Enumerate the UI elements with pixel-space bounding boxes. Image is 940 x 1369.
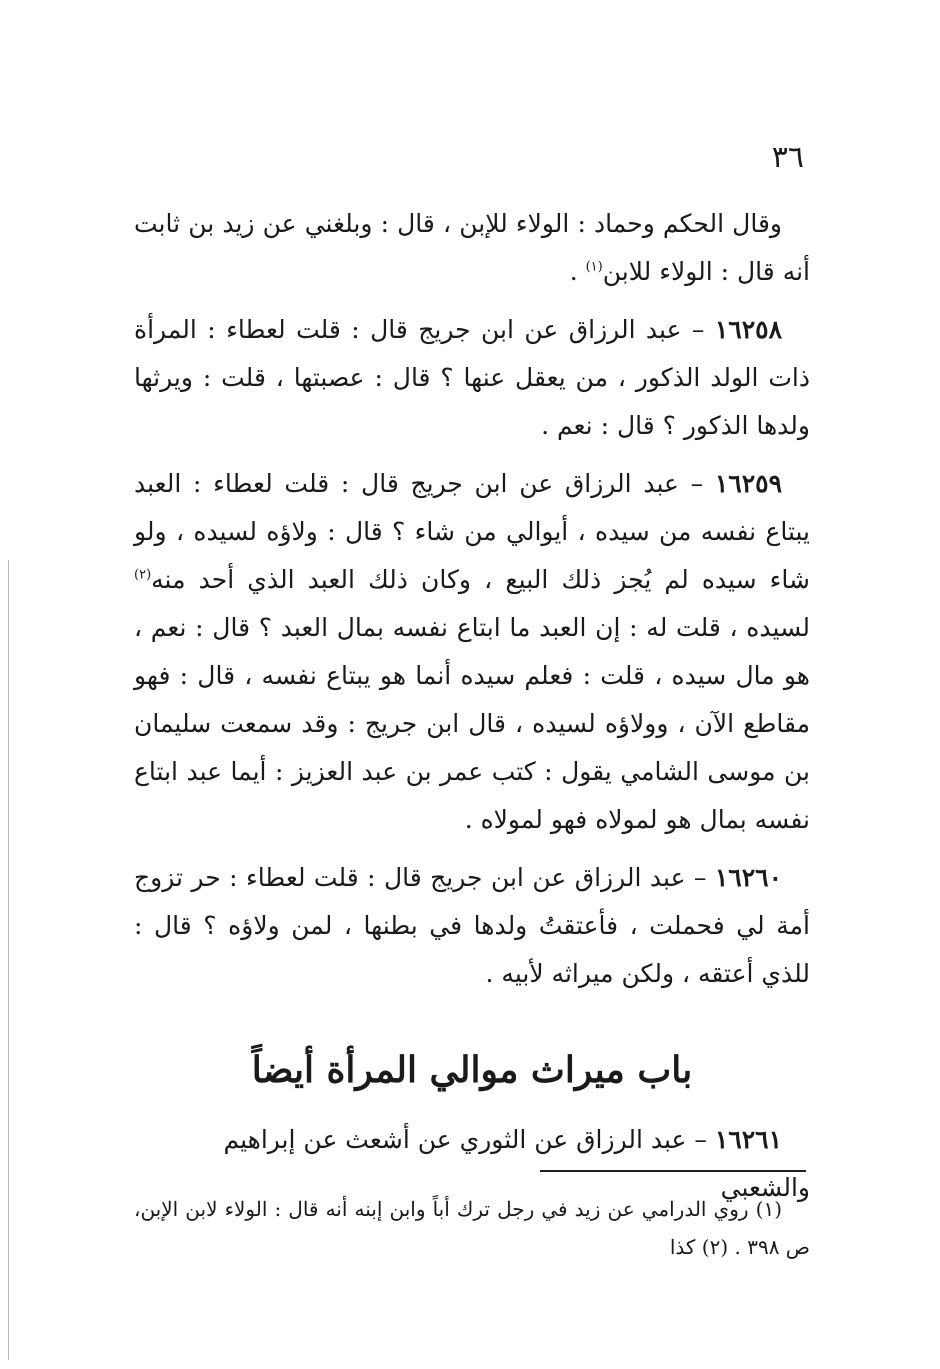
paragraph-text: – عبد الرزاق عن ابن جريج قال : قلت لعطاء : حر تزوج أمة لي فحملت ، فأعتقتُ ولدها في بطنها ، لمن ولاؤه ؟ قال : للذي أعتقه ، ولكن ميراثه لأبيه . (134, 863, 810, 988)
binding-edge-line (8, 560, 9, 1360)
hadith-number: ١٦٢٥٨ (714, 315, 782, 344)
paragraph-text: – عبد الرزاق عن ابن جريج قال : قلت لعطاء : المرأة ذات الولد الذكور ، من يعقل عنها ؟ قال : عصبتها ، قلت : ويرثها ولدها الذكور ؟ قال : نعم . (134, 315, 810, 440)
main-text (134, 200, 810, 1008)
hadith-16259 (134, 460, 810, 844)
paragraph-text: – عبد الرزاق عن ابن جريج قال : قلت لعطاء : العبد يبتاع نفسه من سيده ، أيوالي من شاء ؟ قال : ولاؤه لسيده ، ولو شاء سيده لم يُجز ذلك البيع ، وكان ذلك العبد الذي أحد منه (134, 469, 810, 594)
hadith-number: ١٦٢٥٩ (714, 469, 782, 498)
hadith-16260 (134, 854, 810, 998)
paragraph-tail: لسيده ، قلت له : إن العبد ما ابتاع نفسه بمال العبد ؟ قال : نعم ، هو مال سيده ، قلت : فعلم سيده أنما هو يبتاع نفسه ، قال : فهو مقاطع الآن ، وولاؤه لسيده ، قال ابن جريج : وقد سمعت سليمان بن موسى الشامي يقول : كتب عمر بن عبد العزيز : أيما عبد ابتاع نفسه بمال هو لمولاه فهو لمولاه . (134, 613, 810, 834)
paragraph-text: – عبد الرزاق عن الثوري عن أشعث عن إبراهيم والشعبي (223, 1125, 810, 1202)
hadith-number: ١٦٢٦١ (714, 1125, 782, 1154)
footnote-ref: (٢) (134, 567, 152, 583)
footnotes: (١) روي الدرامي عن زيد في رجل ترك أباً وابن إبنه أنه قال : الولاء لابن الإبن، ص ٣٩٨ . (٢) كذا (134, 1197, 810, 1259)
paragraph-intro (134, 200, 810, 296)
paragraph-tail: . (569, 257, 586, 286)
section-title: باب ميراث موالي المرأة أيضاً (251, 1049, 693, 1091)
page-number: ٣٦ (771, 140, 804, 175)
hadith-number: ١٦٢٦٠ (714, 863, 782, 892)
paragraph-text: وقال الحكم وحماد : الولاء للإبن ، قال : وبلغني عن زيد بن ثابت أنه قال : الولاء للابن (134, 209, 810, 286)
footnote-separator (540, 1170, 806, 1172)
hadith-16258 (134, 306, 810, 450)
footnote-ref: (١) (585, 259, 603, 275)
